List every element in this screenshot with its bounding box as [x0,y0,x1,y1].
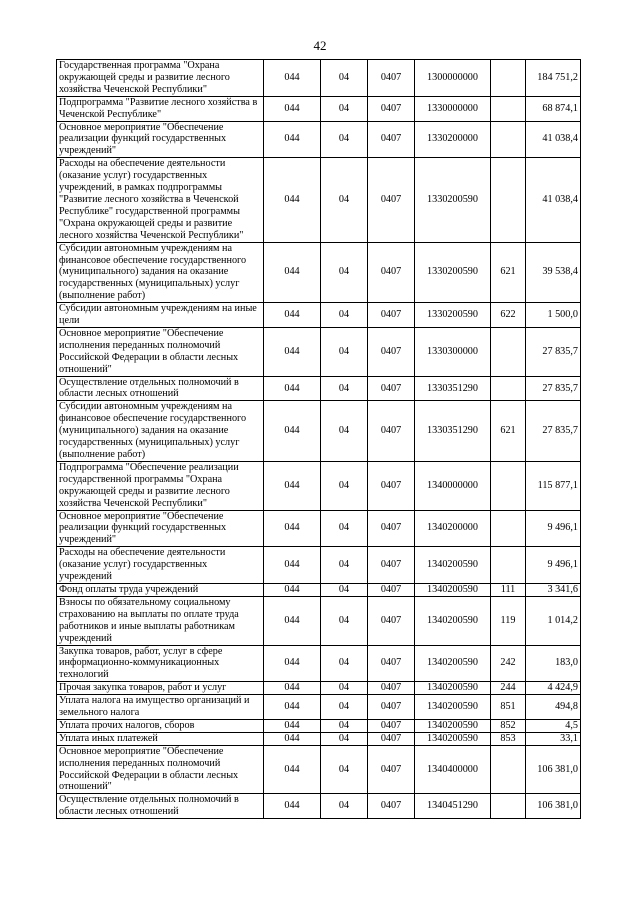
cell-description: Расходы на обеспечение деятельности (оказание услуг) государственных учреждений [57,547,264,584]
cell-target-code: 1300000000 [415,60,491,97]
cell-description: Закупка товаров, работ, услуг в сфере информационно-коммуникационных технологий [57,645,264,682]
cell-target-code: 1340200590 [415,547,491,584]
table-row [57,695,581,720]
cell-section-code: 04 [321,695,368,720]
cell-description: Взносы по обязательному социальному страхованию на выплаты по оплате труда работников и иные выплаты работникам учреждений [57,596,264,645]
cell-description: Подпрограмма "Развитие лесного хозяйства в Чеченской Республике" [57,96,264,121]
cell-expense-type [491,745,526,794]
cell-administrator-code: 044 [264,732,321,745]
cell-expense-type: 852 [491,719,526,732]
cell-description: Расходы на обеспечение деятельности (оказание услуг) государственных учреждений, в рамках подпрограммы "Развитие лесного хозяйства в Чеченской Республике" государственной программы "Охрана окружающей среды и развитие лесного хозяйства Чеченской Республики" [57,158,264,242]
table-row [57,121,581,158]
cell-section-code: 04 [321,583,368,596]
cell-description: Государственная программа "Охрана окружающей среды и развитие лесного хозяйства Чеченской Республики" [57,60,264,97]
cell-subsection-code: 0407 [368,461,415,510]
cell-subsection-code: 0407 [368,719,415,732]
cell-administrator-code: 044 [264,794,321,819]
cell-administrator-code: 044 [264,695,321,720]
cell-description: Субсидии автономным учреждениям на финансовое обеспечение государственного (муниципального) задания на оказание государственных (муниципальных) услуг (выполнение работ) [57,242,264,303]
table-row [57,583,581,596]
cell-description: Уплата прочих налогов, сборов [57,719,264,732]
cell-administrator-code: 044 [264,158,321,242]
cell-section-code: 04 [321,60,368,97]
table-row [57,645,581,682]
table-row [57,745,581,794]
cell-expense-type: 111 [491,583,526,596]
cell-description: Основное мероприятие "Обеспечение реализации функций государственных учреждений" [57,121,264,158]
cell-administrator-code: 044 [264,645,321,682]
cell-amount: 33,1 [526,732,581,745]
cell-administrator-code: 044 [264,461,321,510]
cell-description: Уплата налога на имущество организаций и земельного налога [57,695,264,720]
table-row [57,461,581,510]
cell-amount: 106 381,0 [526,745,581,794]
cell-administrator-code: 044 [264,596,321,645]
cell-target-code: 1330300000 [415,327,491,376]
cell-amount: 68 874,1 [526,96,581,121]
cell-target-code: 1340200590 [415,596,491,645]
table-row [57,303,581,328]
cell-description: Осуществление отдельных полномочий в области лесных отношений [57,794,264,819]
cell-subsection-code: 0407 [368,745,415,794]
cell-subsection-code: 0407 [368,547,415,584]
cell-amount: 3 341,6 [526,583,581,596]
cell-section-code: 04 [321,645,368,682]
cell-expense-type [491,461,526,510]
cell-amount: 27 835,7 [526,327,581,376]
cell-target-code: 1340000000 [415,461,491,510]
cell-subsection-code: 0407 [368,583,415,596]
cell-subsection-code: 0407 [368,401,415,462]
cell-section-code: 04 [321,158,368,242]
cell-description: Субсидии автономным учреждениям на финансовое обеспечение государственного (муниципального) задания на оказание государственных (муниципальных) услуг (выполнение работ) [57,401,264,462]
cell-description: Основное мероприятие "Обеспечение исполнения переданных полномочий Российской Федерации в области лесных отношений" [57,327,264,376]
cell-subsection-code: 0407 [368,327,415,376]
cell-description: Подпрограмма "Обеспечение реализации государственной программы "Охрана окружающей среды и развитие лесного хозяйства Чеченской Республики" [57,461,264,510]
cell-expense-type: 851 [491,695,526,720]
table-row [57,719,581,732]
cell-subsection-code: 0407 [368,794,415,819]
cell-expense-type: 119 [491,596,526,645]
cell-expense-type [491,158,526,242]
cell-subsection-code: 0407 [368,596,415,645]
table-row [57,732,581,745]
cell-subsection-code: 0407 [368,158,415,242]
cell-description: Основное мероприятие "Обеспечение реализации функций государственных учреждений" [57,510,264,547]
page-number: 42 [313,38,327,53]
cell-administrator-code: 044 [264,745,321,794]
cell-expense-type [491,96,526,121]
cell-expense-type: 853 [491,732,526,745]
cell-description: Уплата иных платежей [57,732,264,745]
cell-expense-type [491,121,526,158]
cell-administrator-code: 044 [264,719,321,732]
cell-description: Субсидии автономным учреждениям на иные цели [57,303,264,328]
table-row [57,96,581,121]
cell-administrator-code: 044 [264,60,321,97]
cell-amount: 39 538,4 [526,242,581,303]
cell-subsection-code: 0407 [368,645,415,682]
cell-administrator-code: 044 [264,121,321,158]
table-body [57,60,581,819]
cell-amount: 183,0 [526,645,581,682]
cell-amount: 41 038,4 [526,158,581,242]
cell-administrator-code: 044 [264,96,321,121]
budget-table [56,59,581,819]
cell-expense-type: 621 [491,401,526,462]
cell-administrator-code: 044 [264,547,321,584]
cell-subsection-code: 0407 [368,732,415,745]
cell-description: Основное мероприятие "Обеспечение исполнения переданных полномочий Российской Федерации в области лесных отношений" [57,745,264,794]
table-row [57,158,581,242]
cell-section-code: 04 [321,510,368,547]
cell-subsection-code: 0407 [368,510,415,547]
cell-expense-type [491,376,526,401]
cell-amount: 4 424,9 [526,682,581,695]
cell-section-code: 04 [321,719,368,732]
cell-target-code: 1340200590 [415,682,491,695]
cell-target-code: 1340200590 [415,732,491,745]
cell-subsection-code: 0407 [368,242,415,303]
cell-section-code: 04 [321,794,368,819]
cell-expense-type: 622 [491,303,526,328]
cell-amount: 41 038,4 [526,121,581,158]
cell-section-code: 04 [321,303,368,328]
cell-target-code: 1330200590 [415,242,491,303]
table-row [57,682,581,695]
cell-amount: 27 835,7 [526,401,581,462]
cell-amount: 1 500,0 [526,303,581,328]
cell-amount: 115 877,1 [526,461,581,510]
cell-administrator-code: 044 [264,583,321,596]
cell-administrator-code: 044 [264,303,321,328]
cell-expense-type [491,510,526,547]
cell-target-code: 1330200590 [415,303,491,328]
cell-subsection-code: 0407 [368,60,415,97]
cell-section-code: 04 [321,401,368,462]
cell-target-code: 1330351290 [415,376,491,401]
cell-section-code: 04 [321,732,368,745]
cell-section-code: 04 [321,547,368,584]
cell-target-code: 1340200590 [415,719,491,732]
cell-target-code: 1340200590 [415,645,491,682]
cell-administrator-code: 044 [264,242,321,303]
cell-description: Фонд оплаты труда учреждений [57,583,264,596]
cell-expense-type: 244 [491,682,526,695]
cell-section-code: 04 [321,596,368,645]
cell-administrator-code: 044 [264,327,321,376]
cell-subsection-code: 0407 [368,121,415,158]
cell-section-code: 04 [321,96,368,121]
cell-amount: 9 496,1 [526,547,581,584]
cell-target-code: 1340200590 [415,695,491,720]
cell-amount: 27 835,7 [526,376,581,401]
cell-expense-type [491,60,526,97]
cell-section-code: 04 [321,461,368,510]
cell-expense-type: 242 [491,645,526,682]
table-row [57,60,581,97]
cell-section-code: 04 [321,121,368,158]
cell-administrator-code: 044 [264,376,321,401]
cell-amount: 184 751,2 [526,60,581,97]
cell-subsection-code: 0407 [368,96,415,121]
cell-amount: 106 381,0 [526,794,581,819]
cell-administrator-code: 044 [264,401,321,462]
cell-amount: 1 014,2 [526,596,581,645]
cell-target-code: 1330000000 [415,96,491,121]
cell-section-code: 04 [321,745,368,794]
cell-target-code: 1330200000 [415,121,491,158]
cell-target-code: 1340451290 [415,794,491,819]
cell-target-code: 1340200000 [415,510,491,547]
cell-description: Прочая закупка товаров, работ и услуг [57,682,264,695]
cell-section-code: 04 [321,682,368,695]
cell-section-code: 04 [321,327,368,376]
cell-section-code: 04 [321,376,368,401]
cell-amount: 494,8 [526,695,581,720]
table-row [57,242,581,303]
cell-administrator-code: 044 [264,510,321,547]
cell-subsection-code: 0407 [368,682,415,695]
table-row [57,401,581,462]
cell-amount: 4,5 [526,719,581,732]
table-row [57,596,581,645]
cell-subsection-code: 0407 [368,303,415,328]
cell-administrator-code: 044 [264,682,321,695]
cell-description: Осуществление отдельных полномочий в области лесных отношений [57,376,264,401]
table-row [57,376,581,401]
cell-expense-type [491,794,526,819]
cell-subsection-code: 0407 [368,695,415,720]
cell-amount: 9 496,1 [526,510,581,547]
cell-target-code: 1340200590 [415,583,491,596]
cell-expense-type [491,327,526,376]
table-row [57,510,581,547]
table-row [57,327,581,376]
cell-expense-type [491,547,526,584]
cell-target-code: 1340400000 [415,745,491,794]
table-row [57,794,581,819]
table-row [57,547,581,584]
cell-target-code: 1330351290 [415,401,491,462]
cell-target-code: 1330200590 [415,158,491,242]
cell-section-code: 04 [321,242,368,303]
cell-expense-type: 621 [491,242,526,303]
cell-subsection-code: 0407 [368,376,415,401]
